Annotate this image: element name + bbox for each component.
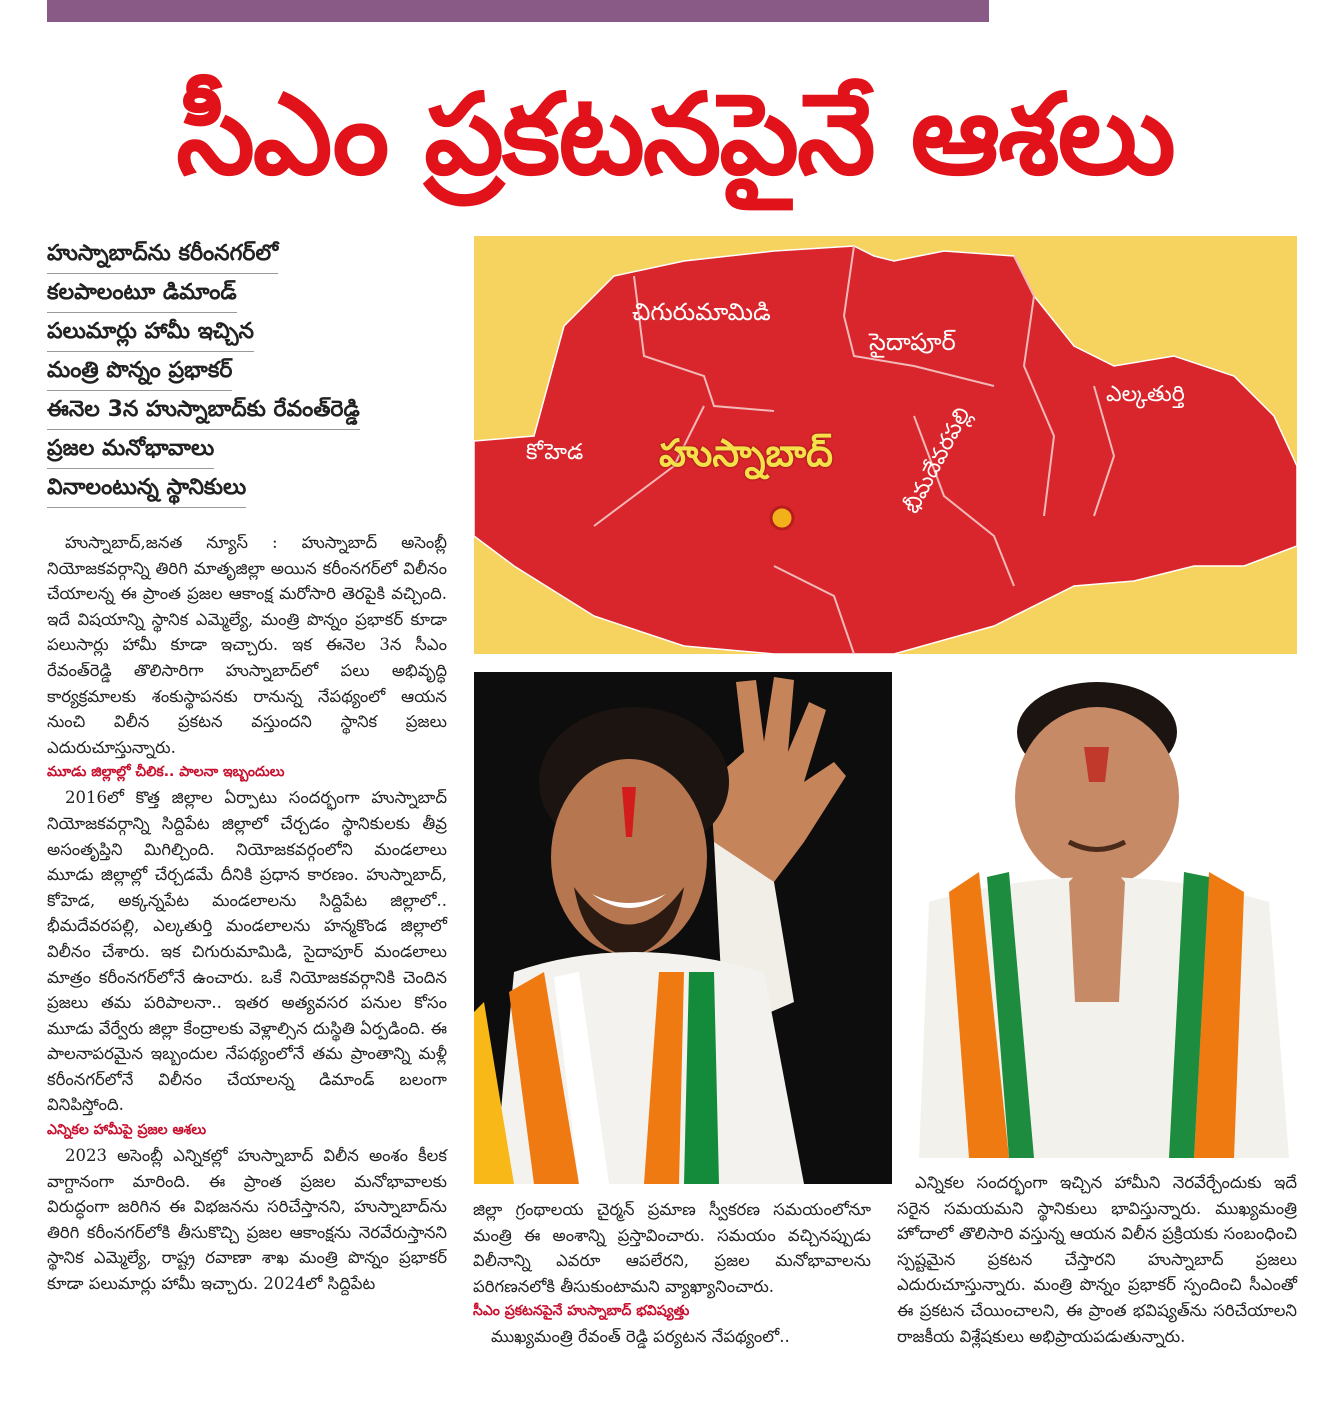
- article-column-3: [897, 1170, 1297, 1349]
- headline: సీఎం ప్రకటనపైనే ఆశలు: [176, 70, 1174, 200]
- highlight-point: హుస్నాబాద్‌ను కరీంనగర్‌లో: [47, 235, 278, 274]
- map-label-place: ఎల్కతుర్తి: [1106, 382, 1185, 407]
- map-label-place: కోహెడ: [526, 440, 584, 465]
- article-subheading: మూడు జిల్లాల్లో చీలిక.. పాలనా ఇబ్బందులు: [47, 764, 285, 781]
- map-label-place: సైదాపూర్: [869, 328, 956, 356]
- article-paragraph: జిల్లా గ్రంథాలయ చైర్మన్ ప్రమాణ స్వీకరణ సమయంలోనూ మంత్రి ఈ అంశాన్ని ప్రస్తావించారు. సమయం వచ్చినప్పుడు విలీనాన్ని ఎవరూ ఆపలేరని, ప్రజల మనోభావాలను పరిగణనలోకి తీసుకుంటామని వ్యాఖ్యానించారు.: [473, 1200, 871, 1296]
- photo-chief-minister: [474, 672, 892, 1184]
- article-paragraph: ఎన్నికల సందర్భంగా ఇచ్చిన హామీని నెరవేర్చేందుకు ఇదే సరైన సమయమని స్థానికులు భావిస్తున్నారు. ముఖ్యమంత్రి హోదాలో తొలిసారి వస్తున్న ఆయన విలీన ప్రక్రియకు సంబంధించి స్పష్టమైన ప్రకటన చేస్తారని హుస్నాబాద్ ప్రజలు ఎదురుచూస్తున్నారు. మంత్రి పొన్నం ప్రభాకర్ స్పందించి సీఎంతో ఈ ప్రకటన చేయించాలని, ఈ ప్రాంత భవిష్యత్‌ను సరిచేయాలని రాజకీయ విశ్లేషకులు అభిప్రాయపడుతున్నారు.: [897, 1173, 1297, 1346]
- highlight-point: కలపాలంటూ డిమాండ్: [47, 274, 237, 313]
- highlight-point: మంత్రి పొన్నం ప్రభాకర్: [47, 352, 232, 391]
- map-label-center: హుస్నాబాద్: [659, 431, 834, 475]
- photo-minister: [909, 672, 1297, 1158]
- article-paragraph: ముఖ్యమంత్రి రేవంత్ రెడ్డి పర్యటన నేపథ్యంలో..: [491, 1327, 790, 1347]
- article-paragraph: 2016లో కొత్త జిల్లాల ఏర్పాటు సందర్భంగా హుస్నాబాద్ నియోజకవర్గాన్ని సిద్దిపేట జిల్లాలో చేర్చడం స్థానికులకు తీవ్ర అసంతృప్తిని మిగిల్చింది. నియోజకవర్గంలోని మండలాలు మూడు జిల్లాల్లో చేర్చడమే దీనికి ప్రధాన కారణం. హుస్నాబాద్, కోహెడ, అక్కన్నపేట మండలాలను సిద్దిపేట జిల్లాలో.. భీమదేవరపల్లి, ఎల్కతుర్తి మండలాలను హన్మకొండ జిల్లాలో విలీనం చేశారు. ఇక చిగురుమామిడి, సైదాపూర్ మండలాలు మాత్రం కరీంనగర్‌లోనే ఉంచారు. ఒకే నియోజకవర్గానికి చెందిన ప్రజలు తమ పరిపాలనా.. ఇతర అత్యవసర పనుల కోసం మూడు వేర్వేరు జిల్లా కేంద్రాలకు వెళ్లాల్సిన దుస్థితి ఏర్పడింది. ఈ పాలనాపరమైన ఇబ్బందుల నేపథ్యంలోనే తమ ప్రాంతాన్ని మళ్లీ కరీంనగర్‌లోనే విలీనం చేయాలన్న డిమాండ్ బలంగా వినిపిస్తోంది.: [47, 788, 447, 1115]
- highlight-point: పలుమార్లు హామీ ఇచ్చిన: [47, 313, 254, 352]
- article-paragraph: 2023 అసెంబ్లీ ఎన్నికల్లో హుస్నాబాద్ విలీన అంశం కీలక వాగ్దానంగా మారింది. ఈ ప్రాంత ప్రజల మనోభావాలకు విరుద్ధంగా జరిగిన ఈ విభజనను సరిచేస్తానని, హుస్నాబాద్‌ను తిరిగి కరీంనగర్‌లోకి తీసుకొచ్చి ప్రజల ఆకాంక్షను నెరవేరుస్తానని స్థానిక ఎమ్మెల్యే, రాష్ట్ర రవాణా శాఖ మంత్రి పొన్నం ప్రభాకర్ కూడా పలుమార్లు హామీ ఇచ్చారు. 2024లో సిద్దిపేట: [47, 1146, 447, 1294]
- article-subheading: సీఎం ప్రకటనపైనే హుస్నాబాద్ భవిష్యత్తు: [473, 1303, 690, 1320]
- article-paragraph: హుస్నాబాద్,జనత న్యూస్ : హుస్నాబాద్ అసెంబ్లీ నియోజకవర్గాన్ని తిరిగి మాతృజిల్లా అయిన కరీంనగర్‌లో విలీనం చేయాలన్న ఈ ప్రాంత ప్రజల ఆకాంక్ష మరోసారి తెరపైకి వచ్చింది. ఇదే విషయాన్ని స్థానిక ఎమ్మెల్యే, మంత్రి పొన్నం ప్రభాకర్ కూడా పలుసార్లు హామీ కూడా ఇచ్చారు. ఇక ఈనెల 3న సీఎం రేవంత్‌రెడ్డి తొలిసారిగా హుస్నాబాద్‌లో పలు అభివృద్ధి కార్యక్రమాలకు శంకుస్థాపనకు రానున్న నేపథ్యంలో ఆయన నుంచి విలీన ప్రకటన వస్తుందని స్థానిక ప్రజలు ఎదురుచూస్తున్నారు.: [47, 533, 447, 757]
- top-color-band: [47, 0, 989, 22]
- article-column-1: [47, 530, 447, 1297]
- article-subheading: ఎన్నికల హామీపై ప్రజల ఆశలు: [47, 1122, 207, 1139]
- highlight-point: ఈనెల 3న హుస్నాబాద్‌కు రేవంత్‌రెడ్డి: [47, 391, 360, 430]
- map-label-place: చిగురుమామిడి: [632, 298, 771, 326]
- highlight-point: వినాలంటున్న స్థానికులు: [47, 469, 246, 508]
- highlight-point: ప్రజల మనోభావాలు: [47, 430, 214, 469]
- location-marker: [771, 507, 793, 529]
- constituency-map: [474, 236, 1297, 654]
- map-district-shape: [474, 246, 1297, 654]
- article-column-2: [473, 1197, 871, 1350]
- highlight-points: [47, 235, 447, 508]
- map-label-place: భీమదేవరపల్లి: [899, 403, 976, 518]
